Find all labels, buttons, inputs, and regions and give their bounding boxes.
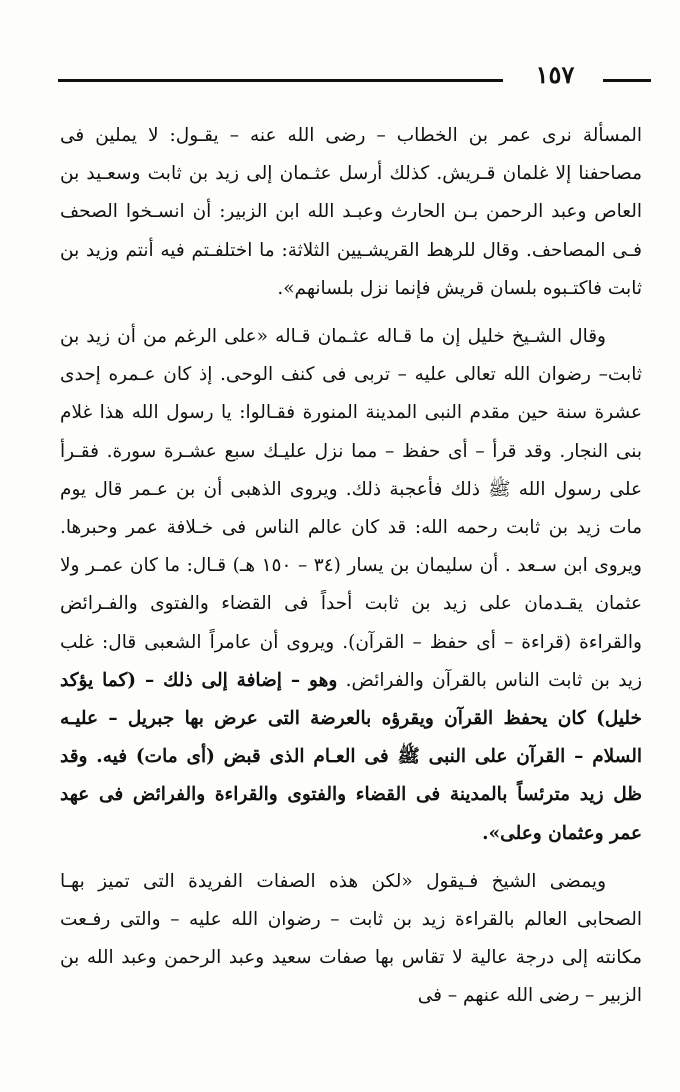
paragraph-3 (60, 863, 642, 1016)
page-header (58, 60, 658, 90)
header-rule (58, 79, 503, 82)
paragraph-2 (60, 318, 642, 853)
paragraph-2-bold-text: وهو – إضافة إلى ذلك – (كما يؤكد خليل) كان يحفظ القرآن ويقرؤه بالعرضة التى عرض بها جبريل – عليـه السلام – القرآن على النبى ﷺ فى العـام الذى قبض (أى مات) فيه. وقد ظل زيد مترئساً بالمدينة فى القضاء والفتوى والقراءة والفرائض فى عهد عمر وعثمان وعلى». (60, 669, 642, 844)
header-rule-short (603, 79, 651, 82)
paragraph-1 (60, 117, 642, 308)
page-number: ١٥٧ (535, 60, 575, 89)
paragraph-3-text: ويمضى الشيخ فـيقول «لكن هذه الصفات الفريدة التى تميز بهـا الصحابى العالم بالقراءة زيد بن ثابت – رضوان الله عليه – والتى رفـعت مكانته إلى درجة عالية لا تقاس بها صفات سعيد وعبد الرحمن وعبد الله بن الزبير – رضى الله عنهم – فى (60, 870, 642, 1007)
paragraph-2-text: وقال الشـيخ خليل إن ما قـاله عثـمان قـاله «على الرغم من أن زيد بن ثابت– رضوان الله تعالى عليه – تربى فى كنف الوحى. إذ كان عـمره إحدى عشرة سنة حين مقدم النبى المدينة المنورة فقـالوا: يا رسول الله هذا غلام بنى النجار. وقد قرأ – أى حفظ – مما نزل عليـك سبع عشـرة سورة. فقـرأ على رسول الله ﷺ ذلك فأعجبة ذلك. ويروى الذهبى أن بن عـمر قال يوم مات زيد بن ثابت رحمه الله: قد كان عالم الناس فى خـلافة عمر وحبرها. ويروى ابن سـعد . أن سليمان بن يسار (٣٤ – ١٥٠ هـ) قـال: ما كان عمـر ولا عثمان يقـدمان على زيد بن ثابت أحداً فى القضاء والفتوى والفـرائض والقراءة (قراءة – أى حفظ – القرآن). ويروى أن عامراً الشعبى قال: غلب زيد بن ثابت الناس بالقرآن والفرائض. (60, 326, 643, 691)
paragraph-1-text: المسألة نرى عمر بن الخطاب – رضى الله عنه – يقـول: لا يملين فى مصاحفنا إلا غلمان قـريش. كذلك أرسل عثـمان إلى زيد بن ثابت وسعـيد بن العاص وعبد الرحمن بـن الحارث وعبـد الله ابن الزبير: أن انسـخوا الصحف فـى المصاحف. وقال للرهط القريشـيين الثلاثة: ما اختلفـتم فيه أنتم وزيد بن ثابت فاكتـبوه بلسان قريش فإنما نزل بلسانهم». (60, 125, 642, 299)
body-text (60, 117, 642, 1016)
